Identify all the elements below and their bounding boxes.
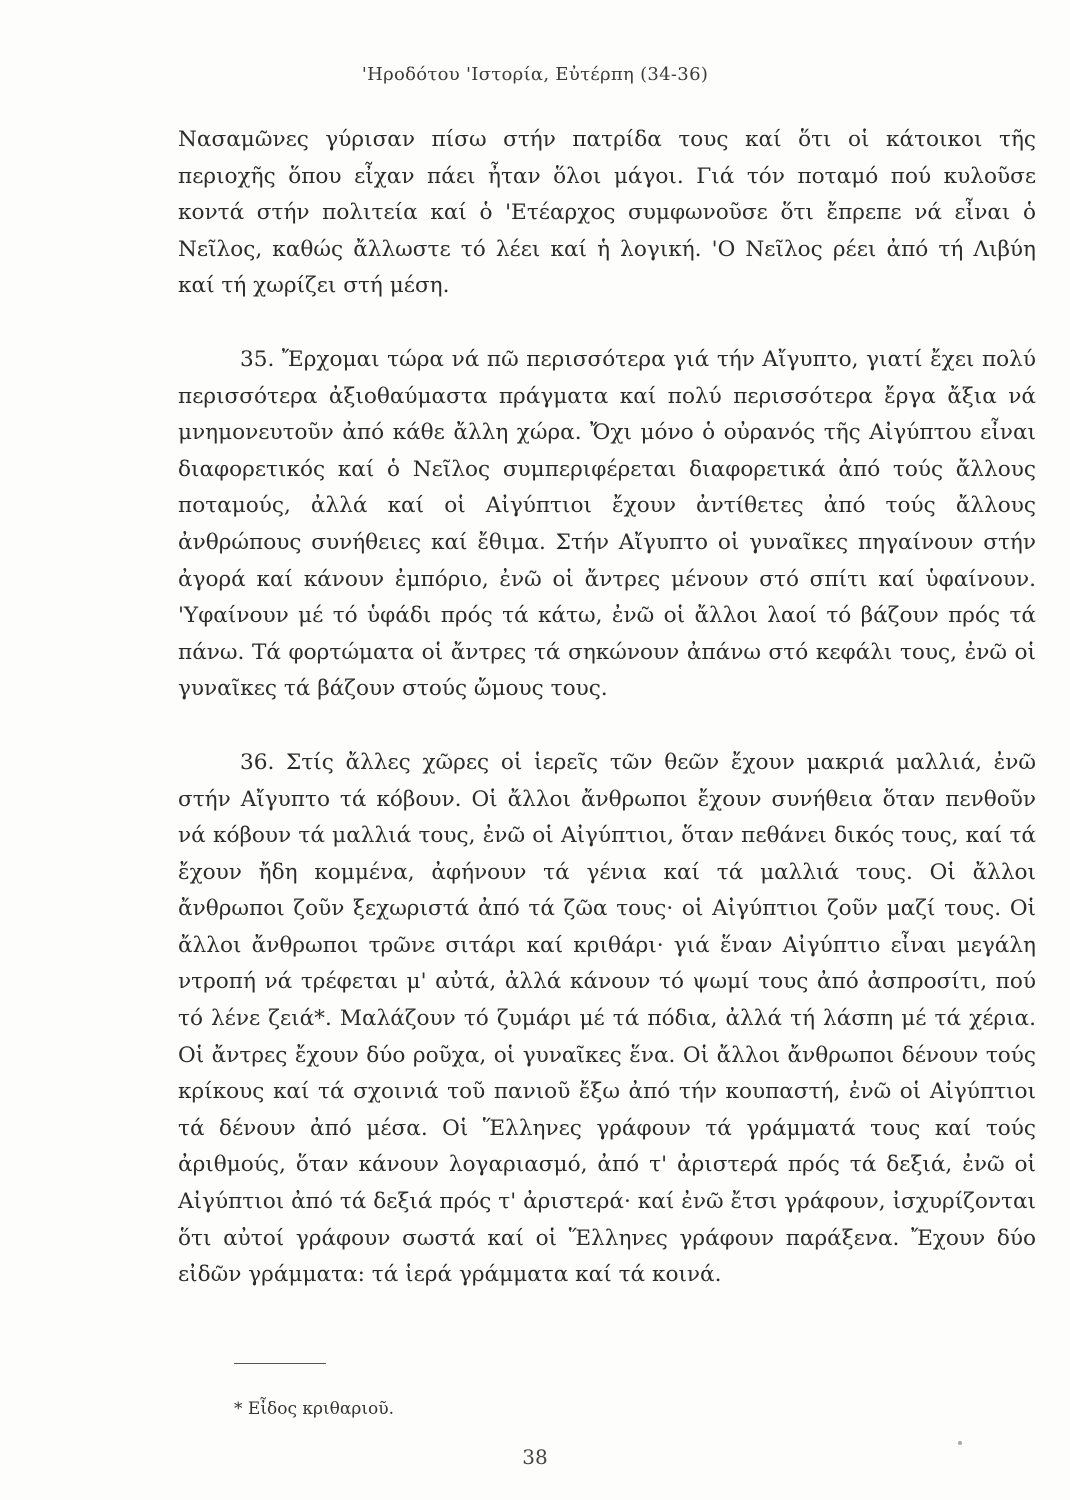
paragraph-section-35: 35. Ἔρχομαι τώρα νά πῶ περισσότερα γιά τήν Αἴγυπτο, γιατί ἔχει πολύ περισσότερα ἀξιοθαύμαστα πράγματα καί πολύ περισσότερα ἔργα ἄξια νά μνημονευτοῦν ἀπό κάθε ἄλλη χώρα. Ὄχι μόνο ὁ οὐρανός τῆς Αἰγύπτου εἶναι διαφορετικός καί ὁ Νεῖλος συμπεριφέρεται διαφορετικά ἀπό τούς ἄλλους ποταμούς, ἀλλά καί οἱ Αἰγύπτιοι ἔχουν ἀντίθετες ἀπό τούς ἄλλους ἀνθρώπους συνήθειες καί ἔθιμα. Στήν Αἴγυπτο οἱ γυναῖκες πηγαίνουν στήν ἀγορά καί κάνουν ἐμπόριο, ἐνῶ οἱ ἄντρες μένουν στό σπίτι καί ὑφαίνουν. 'Υφαίνουν μέ τό ὑφάδι πρός τά κάτω, ἐνῶ οἱ ἄλλοι λαοί τό βάζουν πρός τά πάνω. Τά φορτώματα οἱ ἄντρες τά σηκώνουν ἀπάνω στό κεφάλι τους, ἐνῶ οἱ γυναῖκες τά βάζουν στούς ὤμους τους. <box>178 346 1036 702</box>
running-header: 'Ηροδότου 'Ιστορία, Εὐτέρπη (34-36) <box>361 64 709 85</box>
body-text <box>178 122 1036 1294</box>
footnote-divider <box>234 1363 326 1364</box>
paragraph-section-36: 36. Στίς ἄλλες χῶρες οἱ ἱερεῖς τῶν θεῶν ἔχουν μακριά μαλλιά, ἐνῶ στήν Αἴγυπτο τά κόβουν. Οἱ ἄλλοι ἄνθρωποι ἔχουν συνήθεια ὅταν πενθοῦν νά κόβουν τά μαλλιά τους, ἐνῶ οἱ Αἰγύπτιοι, ὅταν πεθάνει δικός τους, καί τά ἔχουν ἤδη κομμένα, ἀφήνουν τά γένια καί τά μαλλιά τους. Οἱ ἄλλοι ἄνθρωποι ζοῦν ξεχωριστά ἀπό τά ζῶα τους· οἱ Αἰγύπτιοι ζοῦν μαζί τους. Οἱ ἄλλοι ἄνθρωποι τρῶνε σιτάρι καί κριθάρι· γιά ἕναν Αἰγύπτιο εἶναι μεγάλη ντροπή νά τρέφεται μ' αὐτά, ἀλλά κάνουν τό ψωμί τους ἀπό ἀσπροσίτι, πού τό λένε ζειά*. Μαλάζουν τό ζυμάρι μέ τά πόδια, ἀλλά τή λάσπη μέ τά χέρια. Οἱ ἄντρες ἔχουν δύο ροῦχα, οἱ γυναῖκες ἕνα. Οἱ ἄλλοι ἄνθρωποι δένουν τούς κρίκους καί τά σχοινιά τοῦ πανιοῦ ἔξω ἀπό τήν κουπαστή, ἐνῶ οἱ Αἰγύπτιοι τά δένουν ἀπό μέσα. Οἱ Ἕλληνες γράφουν τά γράμματά τους καί τούς ἀριθμούς, ὅταν κάνουν λογαριασμό, ἀπό τ' ἀριστερά πρός τά δεξιά, ἐνῶ οἱ Αἰγύπτιοι ἀπό τά δεξιά πρός τ' ἀριστερά· καί ἐνῶ ἔτσι γράφουν, ἰσχυρίζονται ὅτι αὐτοί γράφουν σωστά καί οἱ Ἕλληνες γράφουν παράξενα. Ἔχουν δύο εἰδῶν γράμματα: τά ἱερά γράμματα καί τά κοινά. <box>178 749 1036 1288</box>
page-number: 38 <box>522 1445 548 1469</box>
paragraph-continuation: Νασαμῶνες γύρισαν πίσω στήν πατρίδα τους καί ὅτι οἱ κάτοικοι τῆς περιοχῆς ὅπου εἶχαν πάει ἦταν ὅλοι μάγοι. Γιά τόν ποταμό πού κυλοῦσε κοντά στήν πολιτεία καί ὁ 'Ετέαρχος συμφωνοῦσε ὅτι ἔπρεπε νά εἶναι ὁ Νεῖλος, καθώς ἄλλωστε τό λέει καί ἡ λογική. 'Ο Νεῖλος ρέει ἀπό τή Λιβύη καί τή χωρίζει στή μέση. <box>178 127 1036 299</box>
footnote: * Εἶδος κριθαριοῦ. <box>234 1399 395 1419</box>
scan-speck <box>958 1441 962 1445</box>
